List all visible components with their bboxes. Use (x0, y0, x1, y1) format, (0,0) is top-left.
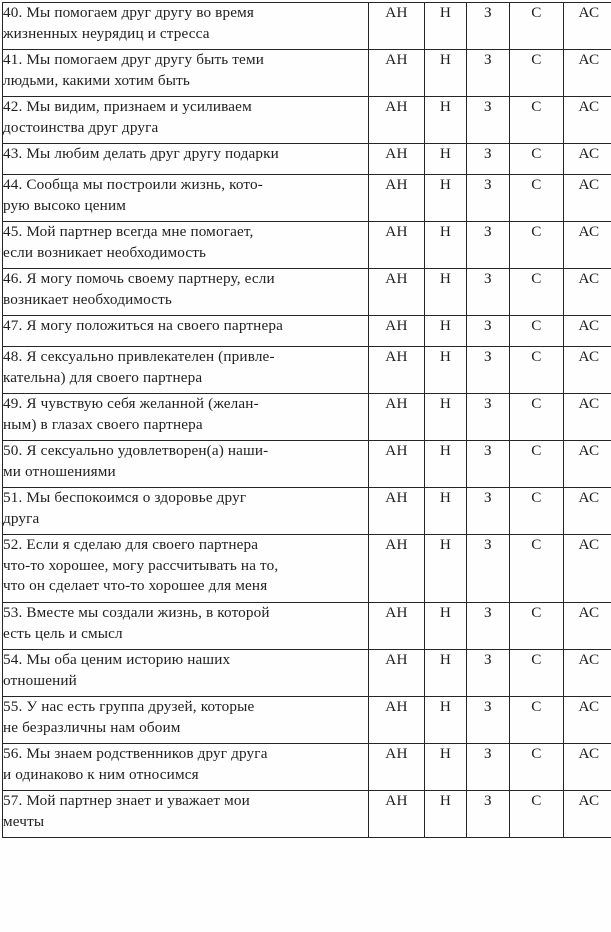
option-abs-disagree[interactable]: АН (369, 488, 425, 535)
option-abs-agree[interactable]: АС (564, 488, 611, 535)
option-neutral[interactable]: З (467, 394, 510, 441)
item-statement-line: 55. У нас есть группа друзей, которые (3, 698, 255, 715)
option-abs-agree[interactable]: АС (564, 603, 611, 650)
option-disagree[interactable]: Н (425, 144, 467, 175)
questionnaire-table (2, 2, 611, 838)
item-statement-line: 51. Мы беспокоимся о здоровье друг (3, 489, 247, 506)
option-agree[interactable]: С (510, 791, 564, 838)
option-neutral[interactable]: З (467, 697, 510, 744)
option-agree[interactable]: С (510, 488, 564, 535)
item-statement-line: не безразличны нам обоим (3, 718, 181, 736)
item-statement-line: рую высоко ценим (3, 196, 127, 214)
item-statement-line: 40. Мы помогаем друг другу во время (3, 4, 254, 21)
option-abs-disagree[interactable]: АН (369, 144, 425, 175)
option-neutral[interactable]: З (467, 441, 510, 488)
option-disagree[interactable]: Н (425, 744, 467, 791)
option-agree[interactable]: С (510, 269, 564, 316)
table-row (3, 144, 611, 175)
option-agree[interactable]: С (510, 144, 564, 175)
option-agree[interactable]: С (510, 744, 564, 791)
item-statement-line: что-то хорошее, могу рассчитывать на то, (3, 556, 279, 574)
option-abs-agree[interactable]: АС (564, 347, 611, 394)
item-statement-line: и одинаково к ним относимся (3, 765, 199, 783)
option-disagree[interactable]: Н (425, 488, 467, 535)
option-neutral[interactable]: З (467, 791, 510, 838)
option-disagree[interactable]: Н (425, 791, 467, 838)
option-disagree[interactable]: Н (425, 175, 467, 222)
option-neutral[interactable]: З (467, 3, 510, 50)
item-statement-line: 53. Вместе мы создали жизнь, в которой (3, 604, 270, 621)
option-agree[interactable]: С (510, 97, 564, 144)
option-agree[interactable]: С (510, 222, 564, 269)
option-disagree[interactable]: Н (425, 3, 467, 50)
option-agree[interactable]: С (510, 603, 564, 650)
item-statement-cell (3, 744, 369, 791)
option-abs-agree[interactable]: АС (564, 535, 611, 603)
option-neutral[interactable]: З (467, 175, 510, 222)
item-statement-line: 48. Я сексуально привлекателен (привле- (3, 348, 275, 365)
option-abs-agree[interactable]: АС (564, 744, 611, 791)
option-disagree[interactable]: Н (425, 347, 467, 394)
option-neutral[interactable]: З (467, 744, 510, 791)
table-row (3, 535, 611, 603)
table-row (3, 269, 611, 316)
table-row (3, 97, 611, 144)
option-abs-disagree[interactable]: АН (369, 791, 425, 838)
item-statement-line: ным) в глазах своего партнера (3, 415, 203, 433)
item-statement-cell (3, 175, 369, 222)
table-row (3, 697, 611, 744)
option-disagree[interactable]: Н (425, 222, 467, 269)
item-statement-cell (3, 650, 369, 697)
item-statement-line: 44. Сообща мы построили жизнь, кото- (3, 176, 263, 193)
option-neutral[interactable]: З (467, 316, 510, 347)
option-disagree[interactable]: Н (425, 50, 467, 97)
table-row (3, 175, 611, 222)
option-disagree[interactable]: Н (425, 697, 467, 744)
item-statement-cell (3, 441, 369, 488)
option-agree[interactable]: С (510, 441, 564, 488)
option-abs-agree[interactable]: АС (564, 441, 611, 488)
item-statement-line: ми отношениями (3, 462, 116, 480)
item-statement-cell (3, 347, 369, 394)
option-abs-disagree[interactable]: АН (369, 316, 425, 347)
item-statement-line: 45. Мой партнер всегда мне помогает, (3, 223, 254, 240)
table-row (3, 650, 611, 697)
item-statement-cell (3, 50, 369, 97)
table-row (3, 222, 611, 269)
item-statement-line: жизненных неурядиц и стресса (3, 24, 210, 42)
option-agree[interactable]: С (510, 347, 564, 394)
table-row (3, 347, 611, 394)
option-neutral[interactable]: З (467, 347, 510, 394)
option-neutral[interactable]: З (467, 144, 510, 175)
table-row (3, 603, 611, 650)
option-agree[interactable]: С (510, 697, 564, 744)
item-statement-cell (3, 269, 369, 316)
item-statement-cell (3, 3, 369, 50)
option-agree[interactable]: С (510, 316, 564, 347)
option-abs-agree[interactable]: АС (564, 269, 611, 316)
option-abs-disagree[interactable]: АН (369, 175, 425, 222)
option-abs-disagree[interactable]: АН (369, 697, 425, 744)
table-row (3, 3, 611, 50)
table-row (3, 441, 611, 488)
option-abs-agree[interactable]: АС (564, 97, 611, 144)
item-statement-line: мечты (3, 812, 45, 830)
option-disagree[interactable]: Н (425, 394, 467, 441)
item-statement-line: если возникает необходимость (3, 243, 207, 261)
table-row (3, 316, 611, 347)
item-statement-line: людьми, какими хотим быть (3, 71, 190, 89)
option-abs-disagree[interactable]: АН (369, 650, 425, 697)
option-agree[interactable]: С (510, 650, 564, 697)
option-abs-disagree[interactable]: АН (369, 97, 425, 144)
item-statement-line: 54. Мы оба ценим историю наших (3, 651, 231, 668)
item-statement-line: возникает необходимость (3, 290, 172, 308)
item-statement-line: 41. Мы помогаем друг другу быть теми (3, 51, 264, 68)
item-statement-line: есть цель и смысл (3, 624, 123, 642)
item-statement-line: что он сделает что-то хорошее для меня (3, 577, 268, 595)
option-abs-agree[interactable]: АС (564, 697, 611, 744)
item-statement-cell (3, 603, 369, 650)
option-abs-disagree[interactable]: АН (369, 535, 425, 603)
option-neutral[interactable]: З (467, 222, 510, 269)
table-row (3, 488, 611, 535)
option-agree[interactable]: С (510, 535, 564, 603)
item-statement-line: 57. Мой партнер знает и уважает мои (3, 792, 250, 809)
item-statement-line: 46. Я могу помочь своему партнеру, если (3, 270, 275, 287)
option-abs-disagree[interactable]: АН (369, 50, 425, 97)
option-agree[interactable]: С (510, 394, 564, 441)
option-disagree[interactable]: Н (425, 269, 467, 316)
option-abs-disagree[interactable]: АН (369, 603, 425, 650)
item-statement-line: 52. Если я сделаю для своего партнера (3, 536, 259, 553)
table-row (3, 791, 611, 838)
item-statement-line: достоинства друг друга (3, 118, 159, 136)
option-neutral[interactable]: З (467, 269, 510, 316)
table-row (3, 50, 611, 97)
questionnaire-table-body (3, 3, 611, 838)
option-abs-disagree[interactable]: АН (369, 744, 425, 791)
option-abs-agree[interactable]: АС (564, 791, 611, 838)
option-agree[interactable]: С (510, 175, 564, 222)
option-neutral[interactable]: З (467, 488, 510, 535)
item-statement-line: 47. Я могу положиться на своего партнера (3, 317, 283, 334)
option-disagree[interactable]: Н (425, 316, 467, 347)
item-statement-line: 50. Я сексуально удовлетворен(а) наши- (3, 442, 269, 459)
item-statement-cell (3, 791, 369, 838)
option-abs-disagree[interactable]: АН (369, 394, 425, 441)
option-neutral[interactable]: З (467, 97, 510, 144)
item-statement-cell (3, 222, 369, 269)
item-statement-line: 43. Мы любим делать друг другу подарки (3, 145, 279, 162)
item-statement-cell (3, 316, 369, 347)
option-disagree[interactable]: Н (425, 650, 467, 697)
option-abs-agree[interactable]: АС (564, 3, 611, 50)
option-abs-agree[interactable]: АС (564, 316, 611, 347)
option-abs-disagree[interactable]: АН (369, 222, 425, 269)
option-abs-disagree[interactable]: АН (369, 269, 425, 316)
option-abs-disagree[interactable]: АН (369, 347, 425, 394)
option-abs-agree[interactable]: АС (564, 650, 611, 697)
option-neutral[interactable]: З (467, 650, 510, 697)
item-statement-line: 49. Я чувствую себя желанной (желан- (3, 395, 259, 412)
item-statement-cell (3, 394, 369, 441)
option-neutral[interactable]: З (467, 535, 510, 603)
item-statement-cell (3, 488, 369, 535)
option-abs-agree[interactable]: АС (564, 144, 611, 175)
table-row (3, 744, 611, 791)
option-abs-agree[interactable]: АС (564, 394, 611, 441)
item-statement-line: друга (3, 509, 40, 527)
option-abs-agree[interactable]: АС (564, 222, 611, 269)
option-disagree[interactable]: Н (425, 603, 467, 650)
option-agree[interactable]: С (510, 50, 564, 97)
item-statement-cell (3, 535, 369, 603)
item-statement-line: отношений (3, 671, 77, 689)
item-statement-line: 56. Мы знаем родственников друг друга (3, 745, 268, 762)
option-disagree[interactable]: Н (425, 441, 467, 488)
item-statement-cell (3, 697, 369, 744)
option-abs-agree[interactable]: АС (564, 175, 611, 222)
option-abs-agree[interactable]: АС (564, 50, 611, 97)
item-statement-line: кательна) для своего партнера (3, 368, 203, 386)
item-statement-line: 42. Мы видим, признаем и усиливаем (3, 98, 252, 115)
option-abs-disagree[interactable]: АН (369, 441, 425, 488)
table-row (3, 394, 611, 441)
option-neutral[interactable]: З (467, 603, 510, 650)
item-statement-cell (3, 97, 369, 144)
option-neutral[interactable]: З (467, 50, 510, 97)
option-disagree[interactable]: Н (425, 535, 467, 603)
option-abs-disagree[interactable]: АН (369, 3, 425, 50)
option-disagree[interactable]: Н (425, 97, 467, 144)
option-agree[interactable]: С (510, 3, 564, 50)
item-statement-cell (3, 144, 369, 175)
